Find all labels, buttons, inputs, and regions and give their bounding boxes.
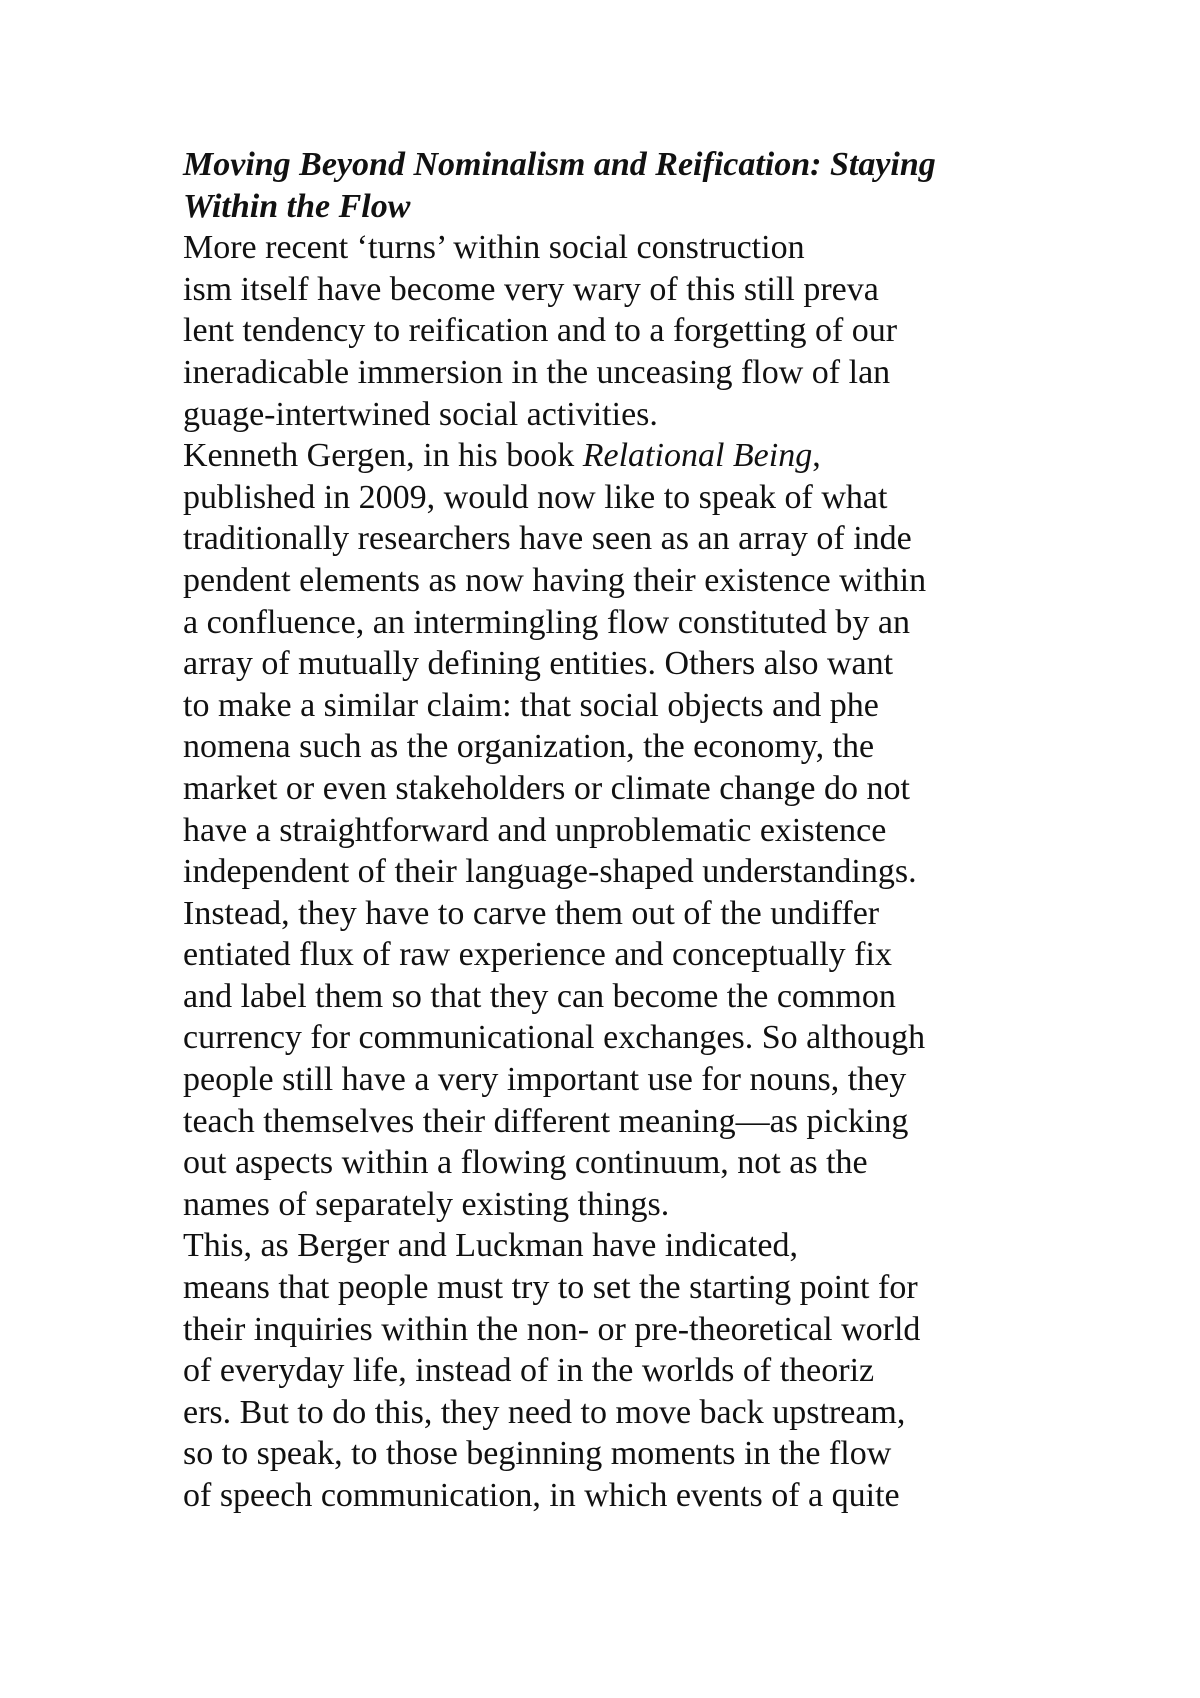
paragraph-1-line: More recent ‘turns’ within social construction <box>183 229 805 267</box>
paragraph-2-line: array of mutually defining entities. Others also want <box>183 645 894 683</box>
body-text <box>183 144 1013 1517</box>
paragraph-2-line: Instead, they have to carve them out of the undiffer <box>183 894 880 932</box>
paragraph-2-line: teach themselves their different meaning—as picking <box>183 1102 909 1140</box>
paragraph-2-line: market or even stakeholders or climate change do not <box>183 769 910 807</box>
paragraph-2-first-line <box>183 435 1013 477</box>
paragraph-2-lead-punct: , <box>812 437 821 475</box>
paragraph-2-line: to make a similar claim: that social objects and phe <box>183 686 879 724</box>
paragraph-2-lead-text: Kenneth Gergen, in his book <box>183 437 583 475</box>
paragraph-2-line: have a straightforward and unproblematic existence <box>183 811 887 849</box>
paragraph-2-line: independent of their language-shaped understandings. <box>183 853 917 891</box>
paragraph-2-line: currency for communicational exchanges. So although <box>183 1019 926 1057</box>
paragraph-2-line: nomena such as the organization, the economy, the <box>183 728 875 766</box>
paragraph-3-line: ers. But to do this, they need to move back upstream, <box>183 1393 906 1431</box>
section-heading-line-2: Within the Flow <box>183 187 411 225</box>
paragraph-3-line: means that people must try to set the starting point for <box>183 1269 918 1307</box>
paragraph-1-line: guage-intertwined social activities. <box>183 395 658 433</box>
paragraph-2-line: and label them so that they can become the common <box>183 977 896 1015</box>
paragraph-3-line: of speech communication, in which events of a quite <box>183 1477 900 1514</box>
paragraph-1-line: ism itself have become very wary of this still preva <box>183 270 879 308</box>
paragraph-2-line: names of separately existing things. <box>183 1185 670 1223</box>
paragraph-2-line: people still have a very important use for nouns, they <box>183 1061 907 1099</box>
paragraph-2-line: entiated flux of raw experience and conceptually fix <box>183 936 892 974</box>
book-title: Relational Being <box>582 437 813 475</box>
paragraph-3-line: of everyday life, instead of in the worlds of theoriz <box>183 1352 875 1390</box>
paragraph-2-line: traditionally researchers have seen as an array of inde <box>183 520 912 558</box>
paragraph-2-line: out aspects within a flowing continuum, not as the <box>183 1144 868 1182</box>
paragraph-3-line: This, as Berger and Luckman have indicated, <box>183 1227 798 1265</box>
paragraph-2-line: pendent elements as now having their existence within <box>183 561 927 599</box>
paragraph-3-line: their inquiries within the non- or pre-theoretical world <box>183 1310 921 1348</box>
paragraph-1-line: lent tendency to reification and to a forgetting of our <box>183 312 898 350</box>
paragraph-3-line: so to speak, to those beginning moments in the flow <box>183 1435 892 1473</box>
paragraph-2-line: a confluence, an intermingling flow constituted by an <box>183 603 911 641</box>
section-heading-line-1: Moving Beyond Nominalism and Reification: Staying <box>183 146 936 183</box>
paragraph-2-line: published in 2009, would now like to speak of what <box>183 478 888 516</box>
paragraph-1-line: ineradicable immersion in the unceasing flow of lan <box>183 353 891 391</box>
